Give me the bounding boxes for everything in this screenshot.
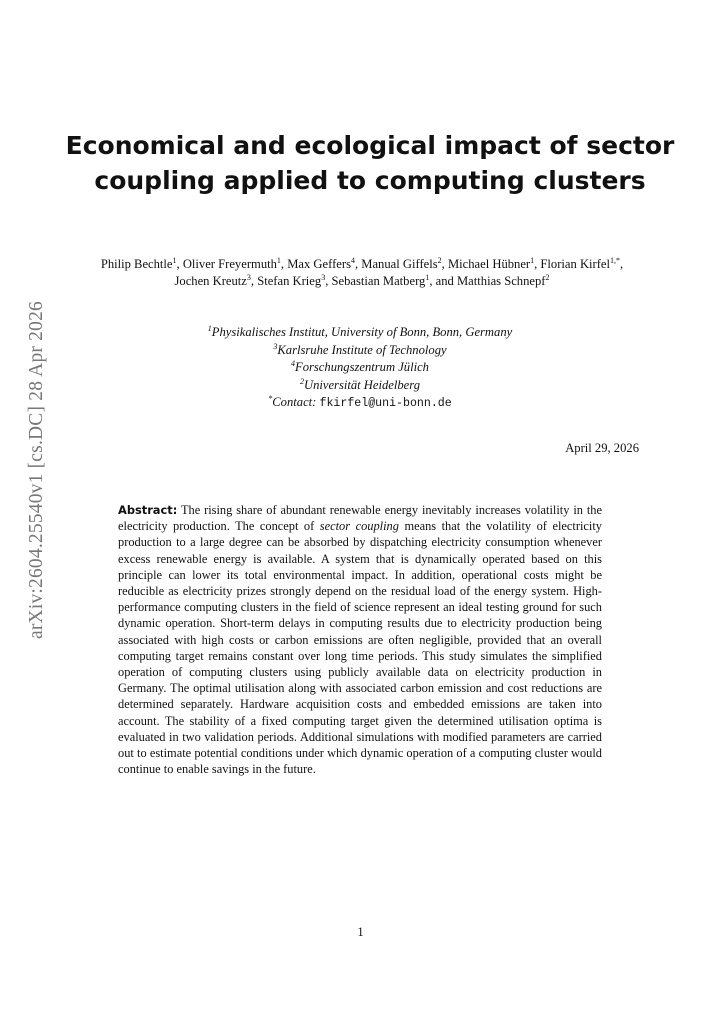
affiliation: $^2$Universität Heidelberg (299, 376, 420, 392)
author-list: Philip Bechtle$^1$, Oliver Freyermuth$^1$, Max Geffers$^4$, Manual Giffels$^2$, Michael Hübner$^1$, Florian Kirfel$^{1,*}$, Jochen Kreutz$^3$, Stefan Krieg$^3$, Sebastian Matberg$^1$, and Matthias Schnepf$^2$ (100, 256, 624, 288)
paper-title: Economical and ecological impact of sector coupling applied to computing clusters (65, 131, 675, 195)
arxiv-identifier: arXiv:2604.25540v1 [cs.DC] 28 Apr 2026 (26, 301, 47, 639)
author: Florian Kirfel$^{1,*}$ (540, 256, 621, 271)
affiliation-list (100, 324, 620, 413)
author: Max Geffers$^4$ (287, 256, 355, 271)
page-number: 1 (357, 925, 364, 939)
author: Michael Hübner$^1$ (447, 256, 535, 271)
affiliation: $^3$Karlsruhe Institute of Technology (273, 341, 447, 357)
abstract: Abstract: The rising share of abundant renewable energy inevitably increases volatility in the electricity production. The concept of sector coupling means that the volatility of electricity production to a large degree can be absorbed by dispatching electricity consumption whenever excess renewable energy is available. A system that is dynamically operated based on this principle can lower its total environmental impact. In addition, operational costs might be reducible as electricity prizes strongly depend on the residual load of the energy system. High-performance computing clusters in the field of science represent an ideal testing ground for such dynamic operation. Short-term delays in computing results due to electricity production being associated with high costs or carbon emissions are often negligible, provided that an overall computing target remains constant over long time periods. This study simulates the simplified operation of computing clusters using publicly available data on electricity production in Germany. The optimal utilisation along with associated carbon emission and cost reductions are determined separately. Hardware acquisition costs and embedded emissions are taken into account. The stability of a fixed computing target given the determined utilisation optima is evaluated in two validation periods. Additional simulations with modified parameters are carried out to estimate potential conditions under which dynamic operation of a computing cluster would continue to enable savings in the future. (118, 503, 602, 777)
author: Jochen Kreutz$^3$ (174, 273, 251, 288)
abstract-emphasis: sector coupling (319, 519, 399, 534)
author: Matthias Schnepf$^2$ (456, 273, 550, 288)
paper-date: April 29, 2026 (565, 441, 639, 455)
arxiv-stamp (17, 295, 57, 645)
contact-email[interactable]: fkirfel@uni-bonn.de (319, 397, 452, 410)
abstract-label: Abstract: (118, 503, 178, 517)
author: Sebastian Matberg$^1$ (331, 273, 430, 288)
affiliation: $^4$Forschungszentrum Jülich (291, 359, 429, 374)
author: Oliver Freyermuth$^1$ (182, 256, 281, 271)
author: Stefan Krieg$^3$ (257, 273, 326, 288)
author: Philip Bechtle$^1$ (100, 256, 177, 271)
contact-line: *Contact: fkirfel@uni-bonn.de (268, 394, 452, 410)
author: Manual Giffels$^2$ (361, 256, 442, 271)
affiliation: $^1$Physikalisches Institut, University of Bonn, Bonn, Germany (207, 324, 513, 339)
